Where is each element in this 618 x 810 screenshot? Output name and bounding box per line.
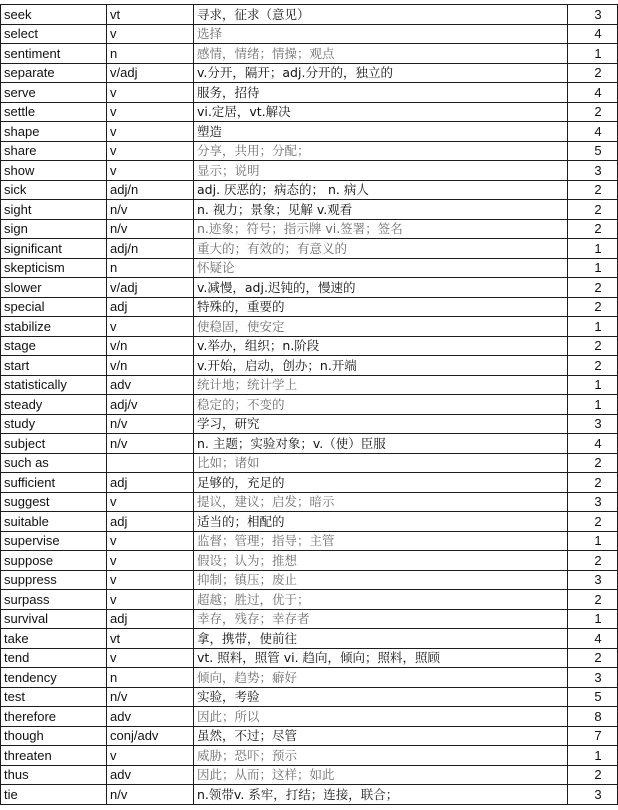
frequency-cell: 2 [568,765,618,785]
definition-cell: 塑造 [194,122,568,142]
definition-cell: 适当的；相配的 [194,512,568,532]
part-of-speech-cell: adj [107,512,194,532]
definition-cell: 监督；管理；指导；主管 [194,531,568,551]
part-of-speech-cell: v [107,590,194,610]
word-cell: share [1,141,107,161]
part-of-speech-cell: v/n [107,336,194,356]
frequency-cell: 4 [568,122,618,142]
frequency-cell: 3 [568,570,618,590]
word-cell: suggest [1,492,107,512]
table-row [1,609,618,629]
part-of-speech-cell: adv [107,375,194,395]
definition-cell: 因此；从而；这样；如此 [194,765,568,785]
definition-cell: 寻求，征求（意见） [194,5,568,25]
definition-cell: 显示；说明 [194,161,568,181]
part-of-speech-cell: n/v [107,687,194,707]
definition-cell: 分享，共用；分配； [194,141,568,161]
frequency-cell: 3 [568,668,618,688]
table-row [1,161,618,181]
frequency-cell: 2 [568,336,618,356]
word-cell: select [1,24,107,44]
part-of-speech-cell: n/v [107,414,194,434]
definition-cell: 比如；诸如 [194,453,568,473]
definition-cell: 稳定的；不变的 [194,395,568,415]
table-row [1,24,618,44]
word-cell: sufficient [1,473,107,493]
part-of-speech-cell: v [107,531,194,551]
part-of-speech-cell: v [107,317,194,337]
part-of-speech-cell: v [107,551,194,571]
frequency-cell: 3 [568,785,618,805]
part-of-speech-cell: v/n [107,356,194,376]
word-cell: sick [1,180,107,200]
part-of-speech-cell: n/v [107,219,194,239]
word-cell: though [1,726,107,746]
word-cell: tendency [1,668,107,688]
frequency-cell: 3 [568,5,618,25]
frequency-cell: 2 [568,200,618,220]
table-row [1,687,618,707]
table-row [1,278,618,298]
frequency-cell: 2 [568,648,618,668]
table-row [1,414,618,434]
word-cell: slower [1,278,107,298]
word-cell: tend [1,648,107,668]
definition-cell: 实验，考验 [194,687,568,707]
definition-cell: 学习，研究 [194,414,568,434]
frequency-cell: 4 [568,434,618,454]
part-of-speech-cell: n [107,668,194,688]
definition-cell: n. 主题；实验对象；v.（使）臣服 [194,434,568,454]
part-of-speech-cell: v [107,102,194,122]
frequency-cell: 4 [568,83,618,103]
frequency-cell: 1 [568,531,618,551]
frequency-cell: 2 [568,453,618,473]
word-cell: study [1,414,107,434]
table-row [1,297,618,317]
definition-cell: 超越；胜过，优于； [194,590,568,610]
definition-cell: 怀疑论 [194,258,568,278]
word-cell: suppose [1,551,107,571]
frequency-cell: 1 [568,375,618,395]
frequency-cell: 2 [568,297,618,317]
part-of-speech-cell: v [107,746,194,766]
word-cell: separate [1,63,107,83]
table-row [1,63,618,83]
definition-cell: 提议，建议；启发；暗示 [194,492,568,512]
part-of-speech-cell: vt [107,5,194,25]
table-row [1,317,618,337]
definition-cell: 足够的，充足的 [194,473,568,493]
vocabulary-table-body [1,5,618,805]
table-row [1,141,618,161]
part-of-speech-cell: v [107,141,194,161]
definition-cell: 拿，携带，使前往 [194,629,568,649]
table-row [1,356,618,376]
definition-cell: 重大的；有效的；有意义的 [194,239,568,259]
part-of-speech-cell: v [107,492,194,512]
definition-cell: 虽然，不过；尽管 [194,726,568,746]
word-cell: special [1,297,107,317]
frequency-cell: 5 [568,687,618,707]
frequency-cell: 1 [568,44,618,64]
definition-cell: 选择 [194,24,568,44]
word-cell: seek [1,5,107,25]
table-row [1,648,618,668]
definition-cell: 使稳固，使安定 [194,317,568,337]
word-cell: settle [1,102,107,122]
part-of-speech-cell: adj [107,609,194,629]
word-cell: such as [1,453,107,473]
table-row [1,785,618,805]
frequency-cell: 2 [568,63,618,83]
definition-cell: n.领带v. 系牢，打结；连接，联合； [194,785,568,805]
definition-cell: n.迹象；符号；指示牌 vi.签署；签名 [194,219,568,239]
word-cell: sign [1,219,107,239]
table-row [1,531,618,551]
definition-cell: 抑制；镇压；废止 [194,570,568,590]
table-row [1,122,618,142]
frequency-cell: 2 [568,512,618,532]
table-row [1,668,618,688]
definition-cell: adj. 厌恶的；病态的； n. 病人 [194,180,568,200]
word-cell: tie [1,785,107,805]
part-of-speech-cell: n/v [107,200,194,220]
part-of-speech-cell: n [107,44,194,64]
part-of-speech-cell: v [107,570,194,590]
word-cell: shape [1,122,107,142]
table-row [1,551,618,571]
table-row [1,765,618,785]
word-cell: thus [1,765,107,785]
frequency-cell: 7 [568,726,618,746]
table-row [1,746,618,766]
definition-cell: v.分开，隔开；adj.分开的，独立的 [194,63,568,83]
definition-cell: 统计地；统计学上 [194,375,568,395]
part-of-speech-cell: v [107,24,194,44]
table-row [1,180,618,200]
table-row [1,258,618,278]
frequency-cell: 3 [568,414,618,434]
table-row [1,570,618,590]
part-of-speech-cell: adj/n [107,180,194,200]
word-cell: stage [1,336,107,356]
frequency-cell: 3 [568,161,618,181]
word-cell: steady [1,395,107,415]
definition-cell: 因此；所以 [194,707,568,727]
definition-cell: 幸存，残存；幸存者 [194,609,568,629]
word-cell: supervise [1,531,107,551]
word-cell: therefore [1,707,107,727]
word-cell: survival [1,609,107,629]
definition-cell: v.举办，组织；n.阶段 [194,336,568,356]
frequency-cell: 2 [568,356,618,376]
table-row [1,726,618,746]
word-cell: significant [1,239,107,259]
frequency-cell: 2 [568,590,618,610]
table-row [1,434,618,454]
table-row [1,219,618,239]
frequency-cell: 2 [568,473,618,493]
frequency-cell: 2 [568,180,618,200]
definition-cell: 服务，招待 [194,83,568,103]
frequency-cell: 8 [568,707,618,727]
frequency-cell: 4 [568,629,618,649]
definition-cell: vi.定居，vt.解决 [194,102,568,122]
word-cell: sight [1,200,107,220]
part-of-speech-cell: adv [107,765,194,785]
word-cell: surpass [1,590,107,610]
definition-cell: 倾向，趋势；癖好 [194,668,568,688]
part-of-speech-cell: n [107,258,194,278]
word-cell: subject [1,434,107,454]
frequency-cell: 1 [568,317,618,337]
definition-cell: 威胁；恐吓；预示 [194,746,568,766]
frequency-cell: 2 [568,102,618,122]
part-of-speech-cell: n/v [107,434,194,454]
frequency-cell: 1 [568,395,618,415]
word-cell: show [1,161,107,181]
word-cell: sentiment [1,44,107,64]
table-row [1,492,618,512]
part-of-speech-cell: v/adj [107,278,194,298]
part-of-speech-cell: adj/v [107,395,194,415]
word-cell: serve [1,83,107,103]
part-of-speech-cell [107,453,194,473]
frequency-cell: 2 [568,551,618,571]
definition-cell: vt. 照料，照管 vi. 趋向，倾向；照料，照顾 [194,648,568,668]
table-row [1,336,618,356]
table-row [1,453,618,473]
word-cell: skepticism [1,258,107,278]
table-row [1,5,618,25]
word-cell: suitable [1,512,107,532]
frequency-cell: 4 [568,24,618,44]
frequency-cell: 5 [568,141,618,161]
part-of-speech-cell: v [107,648,194,668]
table-row [1,102,618,122]
word-cell: stabilize [1,317,107,337]
vocabulary-table [0,4,618,805]
word-cell: start [1,356,107,376]
word-cell: take [1,629,107,649]
table-row [1,707,618,727]
table-row [1,375,618,395]
definition-cell: v.减慢，adj.迟钝的，慢速的 [194,278,568,298]
table-row [1,473,618,493]
part-of-speech-cell: v [107,83,194,103]
definition-cell: 假设；认为；推想 [194,551,568,571]
frequency-cell: 2 [568,219,618,239]
part-of-speech-cell: adj [107,297,194,317]
definition-cell: 感情，情绪；情操；观点 [194,44,568,64]
part-of-speech-cell: v [107,161,194,181]
part-of-speech-cell: adj/n [107,239,194,259]
frequency-cell: 1 [568,746,618,766]
table-row [1,629,618,649]
definition-cell: v.开始，启动，创办；n.开端 [194,356,568,376]
part-of-speech-cell: conj/adv [107,726,194,746]
part-of-speech-cell: v [107,122,194,142]
table-row [1,512,618,532]
table-row [1,83,618,103]
frequency-cell: 3 [568,492,618,512]
part-of-speech-cell: n/v [107,785,194,805]
part-of-speech-cell: v/adj [107,63,194,83]
part-of-speech-cell: adj [107,473,194,493]
frequency-cell: 1 [568,609,618,629]
table-row [1,239,618,259]
word-cell: threaten [1,746,107,766]
frequency-cell: 1 [568,258,618,278]
definition-cell: n. 视力；景象；见解 v.观看 [194,200,568,220]
word-cell: suppress [1,570,107,590]
frequency-cell: 1 [568,239,618,259]
definition-cell: 特殊的，重要的 [194,297,568,317]
word-cell: test [1,687,107,707]
table-row [1,44,618,64]
table-row [1,395,618,415]
table-row [1,590,618,610]
word-cell: statistically [1,375,107,395]
part-of-speech-cell: adv [107,707,194,727]
table-row [1,200,618,220]
part-of-speech-cell: vt [107,629,194,649]
frequency-cell: 2 [568,278,618,298]
